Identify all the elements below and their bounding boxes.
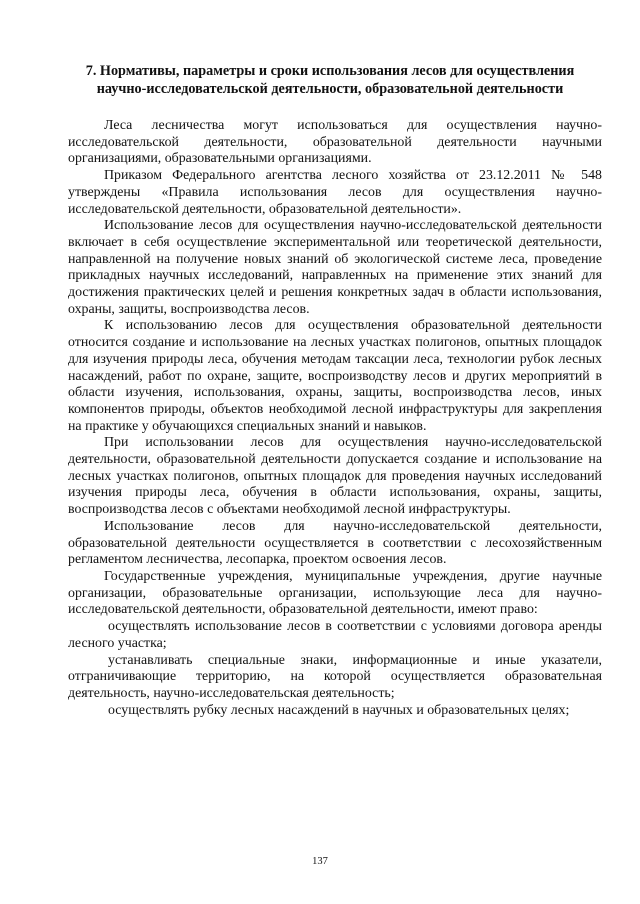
document-body [68,118,602,719]
body-paragraph: Леса лесничества могут использоваться для осуществления научно-исследовательской деятельности, образовательной деятельности научными организациями, образовательными организациями. [68,118,602,167]
rights-list-item: осуществлять использование лесов в соответствии с условиями договора аренды лесного участка; [68,619,602,651]
body-paragraph: При использовании лесов для осуществления научно-исследовательской деятельности, образовательной деятельности допускается создание и использование на лесных участках полигонов, опытных площадок для проведения научных исследований изучения природы леса, обучения в области использования, охраны, защиты, воспроизводства лесов с объектами необходимой лесной инфраструктуры. [68,435,602,518]
rights-list-item: устанавливать специальные знаки, информационные и иные указатели, отграничивающие территорию, на которой осуществляется образовательная деятельность, научно-исследовательская деятельность; [68,652,602,701]
section-heading: 7. Нормативы, параметры и сроки использования лесов для осуществления научно-исследовательской деятельности, образовательной деятельности [85,63,575,97]
body-paragraph: Использование лесов для осуществления научно-исследовательской деятельности включает в себя осуществление экспериментальной или теоретической деятельности, направленной на получение новых знаний об экологической системе леса, проведение прикладных научных исследований, направленных на применение этих знаний для достижения практических целей и решения конкретных задач в области использования, охраны, защиты, воспроизводства лесов. [68,218,602,317]
body-paragraph: К использованию лесов для осуществления образовательной деятельности относится создание и использование на лесных участках полигонов, опытных площадок для изучения природы леса, обучения методам таксации леса, технологии рубок лесных насаждений, работ по охране, защите, воспроизводству лесов и других мероприятий в области изучения, использования, охраны, защиты, воспроизводства лесов, иных компонентов природы, объектов необходимой лесной инфраструктуры для закрепления на практике у обучающихся специальных знаний и навыков. [68,318,602,434]
body-paragraph: Государственные учреждения, муниципальные учреждения, другие научные организации, образовательные организации, использующие леса для научно-исследовательской деятельности, образовательной деятельности, имеют право: [68,568,602,618]
page-number: 137 [312,856,328,867]
rights-list-item: осуществлять рубку лесных насаждений в научных и образовательных целях; [108,702,570,718]
body-paragraph: Использование лесов для научно-исследовательской деятельности, образовательной деятельности осуществляется в соответствии с лесохозяйственным регламентом лесничества, лесопарка, проектом освоения лесов. [68,518,602,568]
body-paragraph: Приказом Федерального агентства лесного хозяйства от 23.12.2011 № 548 утверждены «Правила использования лесов для осуществления научно-исследовательской деятельности, образовательной деятельности». [68,168,602,217]
